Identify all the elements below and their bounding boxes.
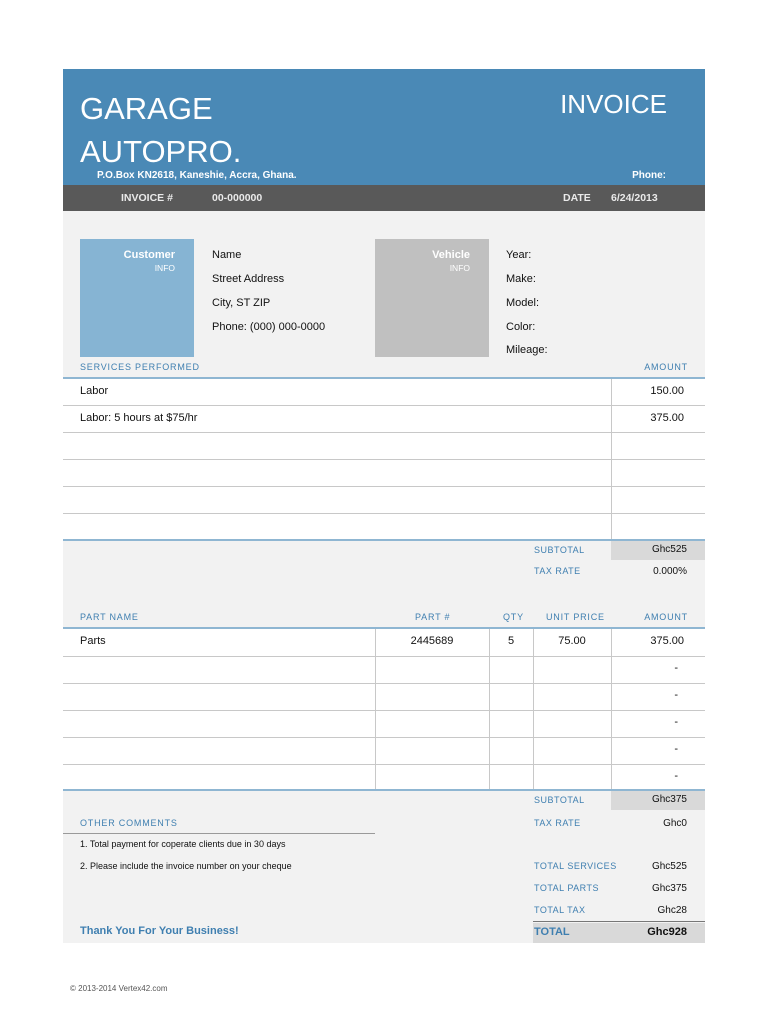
parts-row-divider (63, 683, 705, 684)
services-taxrate-value[interactable]: 0.000% (653, 566, 687, 577)
part-row-amount: - (674, 743, 678, 755)
part-row-name[interactable]: Parts (80, 635, 106, 647)
vehicle-mileage[interactable]: Mileage: (506, 344, 548, 356)
customer-phone[interactable]: Phone: (000) 000-0000 (212, 321, 326, 333)
parts-header-amount: AMOUNT (644, 612, 688, 622)
customer-info-box (80, 239, 194, 357)
parts-column-divider (489, 629, 490, 789)
parts-header-qty: QTY (503, 612, 524, 622)
parts-header-unit-price: UNIT PRICE (546, 612, 605, 622)
vehicle-box-title: Vehicle (432, 249, 470, 261)
total-tax-label: TOTAL TAX (534, 905, 586, 915)
total-parts-label: TOTAL PARTS (534, 883, 600, 893)
service-row-description[interactable]: Labor (80, 385, 109, 397)
comments-header-rule (63, 833, 375, 834)
parts-column-divider (611, 629, 612, 789)
part-row-qty[interactable]: 5 (507, 635, 515, 647)
grand-total-value: Ghc928 (647, 926, 687, 938)
services-subtotal-value: Ghc525 (651, 544, 687, 555)
customer-box-title: Customer (123, 249, 175, 261)
grand-total-rule (533, 921, 705, 922)
vehicle-model[interactable]: Model: (506, 297, 540, 309)
company-name (80, 87, 380, 173)
company-phone-label: Phone: (632, 170, 666, 181)
parts-subtotal-value: Ghc375 (651, 794, 687, 805)
part-row-amount: 375.00 (650, 635, 684, 647)
company-name-line1: GARAGE (80, 91, 213, 126)
parts-header-partno: PART # (415, 612, 451, 622)
parts-table-body (63, 629, 705, 789)
invoice-number-label: INVOICE # (121, 192, 173, 204)
part-row-amount: - (674, 716, 678, 728)
part-row-amount: - (674, 770, 678, 782)
invoice-number-value[interactable]: 00-000000 (212, 192, 263, 204)
document-type-title: INVOICE (560, 89, 667, 119)
thank-you-message: Thank You For Your Business! (80, 925, 239, 937)
customer-box-subtitle: INFO (154, 263, 175, 273)
total-parts-value: Ghc375 (651, 883, 687, 894)
services-header-description: SERVICES PERFORMED (80, 362, 200, 372)
vehicle-color[interactable]: Color: (506, 321, 536, 333)
customer-street[interactable]: Street Address (212, 273, 285, 285)
services-header-amount: AMOUNT (644, 362, 688, 372)
parts-header-name: PART NAME (80, 612, 139, 622)
parts-column-divider (375, 629, 376, 789)
services-taxrate-label: TAX RATE (534, 566, 581, 576)
vehicle-info-box (375, 239, 489, 357)
comment-line-1[interactable]: 1. Total payment for coperate clients due in 30 days (80, 839, 286, 849)
services-row-divider (63, 405, 705, 406)
grand-total-label: TOTAL (534, 926, 570, 938)
part-row-number[interactable]: 2445689 (410, 635, 454, 647)
parts-row-divider (63, 764, 705, 765)
part-row-amount: - (674, 689, 678, 701)
customer-name[interactable]: Name (212, 249, 242, 261)
parts-footer-rule (63, 789, 705, 791)
header-band (63, 69, 705, 185)
date-value[interactable]: 6/24/2013 (611, 192, 658, 204)
services-footer-rule (63, 539, 705, 541)
vehicle-make[interactable]: Make: (506, 273, 536, 285)
copyright-footer: © 2013-2014 Vertex42.com (70, 984, 168, 993)
services-row-divider (63, 513, 705, 514)
total-tax-value: Ghc28 (657, 905, 687, 916)
part-row-amount: - (674, 662, 678, 674)
services-row-divider (63, 486, 705, 487)
company-address: P.O.Box KN2618, Kaneshie, Accra, Ghana. (97, 170, 297, 181)
parts-column-divider (533, 629, 534, 789)
invoice-sheet (63, 69, 705, 943)
parts-taxrate-label: TAX RATE (534, 818, 581, 828)
parts-row-divider (63, 710, 705, 711)
total-services-label: TOTAL SERVICES (534, 861, 617, 871)
parts-row-divider (63, 656, 705, 657)
services-subtotal-label: SUBTOTAL (534, 545, 585, 555)
service-row-description[interactable]: Labor: 5 hours at $75/hr (80, 412, 198, 424)
parts-row-divider (63, 737, 705, 738)
invoice-meta-bar (63, 185, 705, 211)
date-label: DATE (563, 192, 591, 204)
service-row-amount[interactable]: 150.00 (650, 385, 684, 397)
comments-header: OTHER COMMENTS (80, 818, 178, 828)
company-name-line2: AUTOPRO. (80, 134, 242, 169)
service-row-amount[interactable]: 375.00 (650, 412, 684, 424)
services-row-divider (63, 432, 705, 433)
comment-line-2[interactable]: 2. Please include the invoice number on your cheque (80, 861, 292, 871)
customer-city[interactable]: City, ST ZIP (212, 297, 271, 309)
part-row-unit-price[interactable]: 75.00 (558, 635, 586, 647)
parts-taxrate-value: Ghc0 (663, 818, 687, 829)
vehicle-year[interactable]: Year: (506, 249, 532, 261)
parts-subtotal-label: SUBTOTAL (534, 795, 585, 805)
vehicle-box-subtitle: INFO (449, 263, 470, 273)
services-row-divider (63, 459, 705, 460)
total-services-value: Ghc525 (651, 861, 687, 872)
